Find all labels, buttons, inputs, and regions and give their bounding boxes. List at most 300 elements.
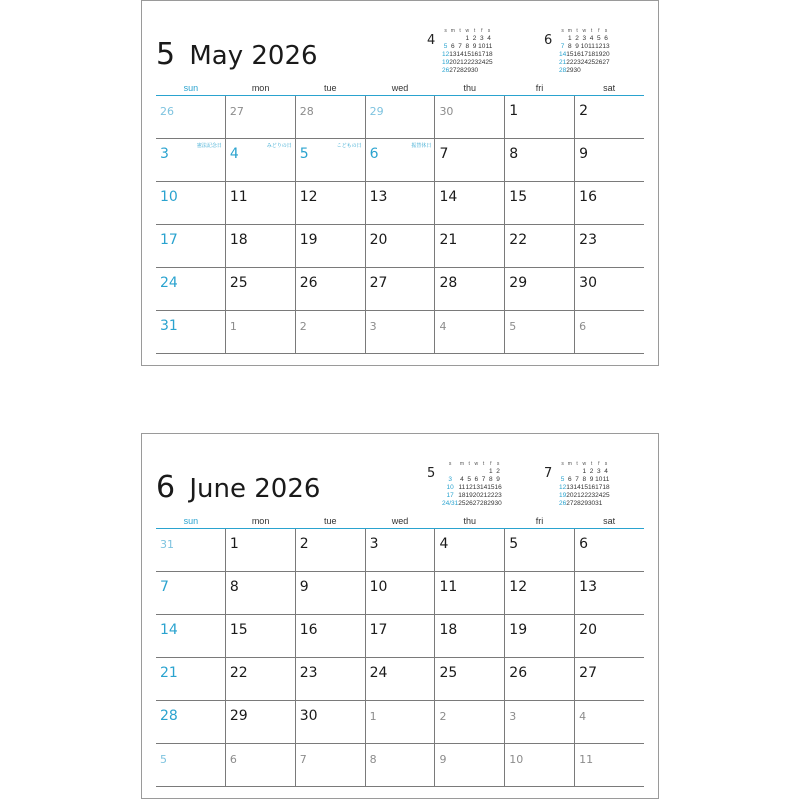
- mini-day: 5: [443, 43, 448, 50]
- day-cell: [365, 311, 435, 353]
- day-number: 2: [439, 710, 447, 723]
- mini-day: 8: [489, 476, 493, 483]
- day-cell: [225, 744, 295, 786]
- mini-day: f: [598, 461, 600, 467]
- day-number: 26: [160, 105, 174, 118]
- mini-week-row: [442, 35, 493, 43]
- day-number: 5: [160, 753, 167, 766]
- mini-day: 11: [485, 43, 493, 50]
- mini-day: 2: [496, 468, 500, 475]
- day-number: 3: [160, 146, 169, 162]
- day-cell: [434, 572, 504, 614]
- day-cell: [156, 311, 225, 353]
- mini-day: 8: [568, 43, 572, 50]
- day-number: 18: [229, 232, 248, 248]
- day-number: 27: [369, 275, 388, 291]
- mini-day: 2: [575, 35, 579, 42]
- mini-day: 11: [602, 476, 610, 483]
- mini-day: 27: [566, 500, 574, 507]
- mini-day: 25: [587, 59, 596, 66]
- mini-month-number: 5: [427, 466, 436, 481]
- day-cell: [504, 615, 574, 657]
- day-number: 2: [579, 103, 589, 119]
- day-number: 11: [439, 579, 458, 595]
- mini-month-table: [442, 460, 502, 508]
- day-cell: [295, 701, 365, 743]
- week-row: [156, 311, 644, 354]
- day-cell: [504, 139, 574, 181]
- day-number: 3: [369, 320, 377, 333]
- day-cell: [365, 182, 435, 224]
- mini-week-row: [559, 51, 610, 59]
- day-number: 25: [439, 665, 458, 681]
- day-cell: [434, 701, 504, 743]
- day-number: 18: [439, 622, 458, 638]
- day-cell: [365, 139, 435, 181]
- day-cell: [225, 529, 295, 571]
- mini-day: 17: [446, 492, 454, 499]
- day-cell: [574, 96, 644, 138]
- day-cell: [574, 311, 644, 353]
- day-cell: [434, 268, 504, 310]
- mini-day: 1: [465, 35, 470, 42]
- day-cell: [156, 615, 225, 657]
- mini-day: 26: [442, 67, 450, 74]
- mini-day: 23: [573, 59, 581, 66]
- mini-day: [573, 468, 580, 476]
- day-cell: [434, 529, 504, 571]
- mini-day: 28: [479, 500, 488, 507]
- day-number: 22: [509, 232, 528, 248]
- day-number: 9: [579, 146, 589, 162]
- mini-day: 6: [604, 35, 608, 42]
- day-cell: [365, 225, 435, 267]
- mini-day: 9: [472, 43, 477, 50]
- mini-weekday-row: [559, 460, 610, 468]
- mini-day: 9: [589, 476, 594, 483]
- day-number: 11: [229, 189, 248, 205]
- mini-day: [595, 67, 602, 75]
- mini-day: 13: [472, 484, 480, 491]
- mini-day: w: [582, 28, 587, 34]
- day-number: 4: [439, 320, 447, 333]
- mini-day: 12: [465, 484, 473, 491]
- day-number: 25: [229, 275, 248, 291]
- day-cell: [574, 701, 644, 743]
- day-cell: [365, 744, 435, 786]
- mini-day: 24: [595, 492, 603, 499]
- mini-day: t: [468, 461, 470, 467]
- mini-day: 12: [595, 43, 603, 50]
- mini-day: 19: [559, 492, 567, 499]
- mini-day: 29: [566, 67, 574, 74]
- mini-week-row: [559, 484, 610, 492]
- day-number: 6: [579, 536, 589, 552]
- calendar-page-june: [141, 433, 659, 799]
- mini-day: 3: [448, 476, 452, 483]
- mini-day: 18: [587, 51, 596, 58]
- day-cell: [504, 744, 574, 786]
- mini-week-row: [442, 500, 502, 508]
- week-row: [156, 225, 644, 268]
- day-number: 21: [439, 232, 458, 248]
- day-number: 4: [229, 146, 239, 162]
- mini-day: t: [590, 461, 593, 467]
- day-number: 6: [229, 753, 237, 766]
- mini-day: 19: [442, 59, 450, 66]
- day-number: 24: [160, 275, 178, 291]
- mini-day: 30: [470, 67, 479, 74]
- mini-day: 24: [478, 59, 486, 66]
- mini-day: 19: [595, 51, 603, 58]
- page-title: [156, 470, 320, 505]
- mini-day: 11: [458, 484, 466, 491]
- mini-day: [581, 67, 588, 75]
- day-number: 23: [299, 665, 318, 681]
- mini-day: 5: [467, 476, 471, 483]
- mini-day: 18: [602, 484, 610, 491]
- mini-day: 13: [566, 484, 574, 491]
- mini-day: 23: [587, 492, 596, 499]
- mini-day: 22: [463, 59, 471, 66]
- mini-weekday-row: [442, 27, 493, 35]
- mini-day: 30: [573, 67, 581, 74]
- mini-day: 17: [580, 51, 588, 58]
- mini-day: 30: [587, 500, 596, 507]
- mini-day: 22: [487, 492, 495, 499]
- day-cell: [574, 572, 644, 614]
- mini-day: 16: [587, 484, 596, 491]
- mini-day: 19: [465, 492, 473, 499]
- day-number: 15: [229, 622, 248, 638]
- mini-day: 12: [559, 484, 567, 491]
- mini-day: 3: [479, 35, 484, 42]
- day-number: 12: [299, 189, 318, 205]
- mini-day: 23: [494, 492, 502, 499]
- day-number: 1: [229, 320, 237, 333]
- week-row: [156, 572, 644, 615]
- mini-day: s: [448, 461, 452, 467]
- mini-day: 18: [485, 51, 493, 58]
- mini-day: 30: [494, 500, 502, 507]
- mini-day: 14: [479, 484, 488, 491]
- mini-day: m: [459, 461, 464, 467]
- day-cell: [156, 658, 225, 700]
- day-number: 7: [299, 753, 307, 766]
- mini-month-number: 7: [544, 466, 553, 481]
- mini-day: 28: [559, 67, 567, 74]
- day-cell: [574, 615, 644, 657]
- mini-day: 3: [596, 468, 601, 475]
- day-number: 16: [299, 622, 318, 638]
- day-number: 19: [509, 622, 528, 638]
- mini-month-number: 4: [427, 33, 436, 48]
- day-cell: [225, 225, 295, 267]
- week-row: [156, 658, 644, 701]
- mini-day: 25: [485, 59, 493, 66]
- day-number: 26: [509, 665, 528, 681]
- mini-day: [478, 67, 485, 75]
- day-number: 30: [579, 275, 597, 291]
- mini-day: s: [487, 28, 491, 34]
- day-cell: [574, 225, 644, 267]
- day-number: 6: [369, 146, 379, 162]
- day-cell: [295, 529, 365, 571]
- mini-day: 1: [582, 468, 587, 475]
- mini-day: s: [496, 461, 500, 467]
- day-cell: [225, 311, 295, 353]
- day-number: 5: [299, 146, 309, 162]
- mini-day: 15: [463, 51, 471, 58]
- mini-day: 16: [470, 51, 479, 58]
- mini-day: 23: [470, 59, 479, 66]
- mini-day: s: [604, 461, 608, 467]
- day-number: 17: [160, 232, 178, 248]
- mini-day: 2: [589, 468, 594, 475]
- mini-day: 14: [573, 484, 581, 491]
- day-number: 8: [229, 579, 239, 595]
- mini-day: [466, 468, 473, 476]
- day-number: 10: [369, 579, 388, 595]
- week-row: [156, 139, 644, 182]
- weekday-label: sat: [603, 83, 616, 93]
- mini-day: [602, 67, 609, 75]
- mini-week-row: [559, 67, 610, 75]
- day-cell: [156, 744, 225, 786]
- day-number: 7: [439, 146, 449, 162]
- day-number: 13: [369, 189, 388, 205]
- mini-day: 7: [458, 43, 462, 50]
- day-cell: [156, 268, 225, 310]
- day-cell: [574, 139, 644, 181]
- mini-day: 31: [595, 500, 603, 507]
- month-grid: [156, 516, 644, 787]
- mini-day: 13: [602, 43, 610, 50]
- day-cell: [225, 182, 295, 224]
- day-cell: [225, 615, 295, 657]
- day-cell: [225, 572, 295, 614]
- weekday-label: wed: [391, 516, 409, 526]
- mini-week-row: [442, 492, 502, 500]
- day-number: 3: [509, 710, 517, 723]
- mini-day: 10: [580, 43, 588, 50]
- mini-day: 28: [456, 67, 464, 74]
- mini-day: f: [598, 28, 600, 34]
- day-cell: [225, 268, 295, 310]
- day-cell: [156, 96, 225, 138]
- mini-week-row: [559, 59, 610, 67]
- day-number: 29: [229, 708, 248, 724]
- day-cell: [504, 225, 574, 267]
- mini-day: 20: [602, 51, 610, 58]
- mini-day: 7: [575, 476, 579, 483]
- mini-day: w: [465, 28, 470, 34]
- mini-day: 27: [449, 67, 457, 74]
- weekday-label: fri: [535, 516, 544, 526]
- day-number: 9: [439, 753, 447, 766]
- mini-day: 10: [446, 484, 454, 491]
- day-cell: [434, 225, 504, 267]
- mini-week-row: [559, 476, 610, 484]
- mini-week-row: [559, 492, 610, 500]
- mini-day: m: [450, 28, 455, 34]
- mini-day: 20: [566, 492, 574, 499]
- mini-week-row: [559, 500, 610, 508]
- holiday-name: こどもの日: [336, 143, 362, 149]
- weekday-header: [156, 83, 644, 96]
- day-number: 8: [369, 753, 377, 766]
- weekday-label: thu: [463, 83, 476, 93]
- weekday-header: [156, 516, 644, 529]
- day-number: 2: [299, 536, 309, 552]
- weekday-label: thu: [463, 516, 476, 526]
- mini-day: 24: [580, 59, 588, 66]
- mini-week-row: [442, 468, 502, 476]
- day-number: 6: [579, 320, 587, 333]
- day-cell: [434, 96, 504, 138]
- mini-day: m: [567, 28, 572, 34]
- mini-week-row: [559, 43, 610, 51]
- weekday-label: fri: [535, 83, 544, 93]
- mini-day: 21: [479, 492, 488, 499]
- weekday-label: tue: [324, 83, 337, 93]
- mini-day: 6: [451, 43, 455, 50]
- day-number: 10: [509, 753, 524, 766]
- mini-day: 5: [560, 476, 565, 483]
- mini-day: 7: [560, 43, 565, 50]
- day-number: 17: [369, 622, 388, 638]
- day-cell: [434, 139, 504, 181]
- mini-day: 18: [458, 492, 466, 499]
- day-number: 2: [299, 320, 307, 333]
- day-number: 12: [509, 579, 528, 595]
- day-cell: [504, 658, 574, 700]
- day-number: 4: [579, 710, 587, 723]
- weekday-label: sat: [603, 516, 616, 526]
- day-number: 28: [299, 105, 314, 118]
- day-number: 5: [509, 320, 517, 333]
- day-number: 14: [160, 622, 178, 638]
- day-number: 13: [579, 579, 597, 595]
- mini-day: 16: [573, 51, 581, 58]
- day-cell: [295, 96, 365, 138]
- weekday-label: sun: [183, 83, 199, 93]
- mini-day: 15: [580, 484, 588, 491]
- day-cell: [434, 744, 504, 786]
- day-number: 29: [369, 105, 384, 118]
- day-cell: [365, 615, 435, 657]
- mini-day: 26: [595, 59, 603, 66]
- mini-day: t: [576, 28, 578, 34]
- mini-day: 4: [487, 35, 491, 42]
- day-cell: [504, 311, 574, 353]
- day-number: 7: [160, 579, 169, 595]
- weekday-label: wed: [391, 83, 409, 93]
- mini-week-row: [442, 476, 502, 484]
- mini-day: [559, 468, 566, 476]
- week-row: [156, 96, 644, 139]
- mini-day: [602, 500, 609, 508]
- mini-day: 21: [573, 492, 581, 499]
- day-number: 27: [579, 665, 597, 681]
- mini-day: 26: [465, 500, 473, 507]
- day-cell: [225, 96, 295, 138]
- day-number: 31: [160, 318, 178, 334]
- mini-day: [566, 468, 573, 476]
- day-cell: [434, 311, 504, 353]
- week-row: [156, 268, 644, 311]
- day-cell: [365, 529, 435, 571]
- day-number: 27: [229, 105, 244, 118]
- mini-day: 8: [582, 476, 587, 483]
- day-cell: [365, 96, 435, 138]
- mini-day: f: [481, 28, 483, 34]
- mini-week-row: [559, 35, 610, 43]
- mini-day: 28: [573, 500, 581, 507]
- mini-day: s: [561, 461, 564, 467]
- mini-day: 20: [449, 59, 457, 66]
- mini-day: 9: [575, 43, 579, 50]
- mini-month-table: [559, 27, 610, 75]
- day-cell: [504, 268, 574, 310]
- mini-day: 15: [566, 51, 574, 58]
- day-cell: [574, 268, 644, 310]
- day-cell: [295, 268, 365, 310]
- day-cell: [225, 701, 295, 743]
- mini-day: 4: [460, 476, 464, 483]
- mini-week-row: [442, 59, 493, 67]
- day-cell: [365, 268, 435, 310]
- day-number: 30: [299, 708, 318, 724]
- day-cell: [574, 529, 644, 571]
- day-number: 20: [369, 232, 388, 248]
- day-number: 29: [509, 275, 528, 291]
- mini-day: 3: [582, 35, 587, 42]
- holiday-name: 振替休日: [411, 143, 432, 149]
- mini-day: t: [473, 28, 476, 34]
- mini-day: 13: [449, 51, 457, 58]
- mini-day: 29: [487, 500, 495, 507]
- weekday-label: mon: [251, 83, 270, 93]
- day-cell: [365, 701, 435, 743]
- mini-day: [485, 67, 492, 75]
- day-cell: [295, 658, 365, 700]
- mini-day: 1: [568, 35, 572, 42]
- day-cell: [504, 182, 574, 224]
- weekday-label: mon: [251, 516, 270, 526]
- mini-day: 14: [456, 51, 464, 58]
- mini-day: t: [482, 461, 485, 467]
- mini-day: [458, 468, 465, 476]
- calendar-page-may: [141, 0, 659, 366]
- mini-day: 21: [559, 59, 567, 66]
- day-cell: [295, 572, 365, 614]
- day-number: 3: [369, 536, 379, 552]
- month-title: June 2026: [189, 474, 321, 504]
- mini-day: 26: [559, 500, 567, 507]
- mini-month-number: 6: [544, 33, 553, 48]
- day-number: 26: [299, 275, 318, 291]
- mini-day: [456, 35, 463, 43]
- day-cell: [434, 182, 504, 224]
- week-row: [156, 744, 644, 787]
- mini-day: w: [474, 461, 479, 467]
- day-cell: [295, 744, 365, 786]
- mini-day: 4: [589, 35, 594, 42]
- mini-day: 27: [602, 59, 610, 66]
- day-cell: [225, 139, 295, 181]
- mini-week-row: [442, 51, 493, 59]
